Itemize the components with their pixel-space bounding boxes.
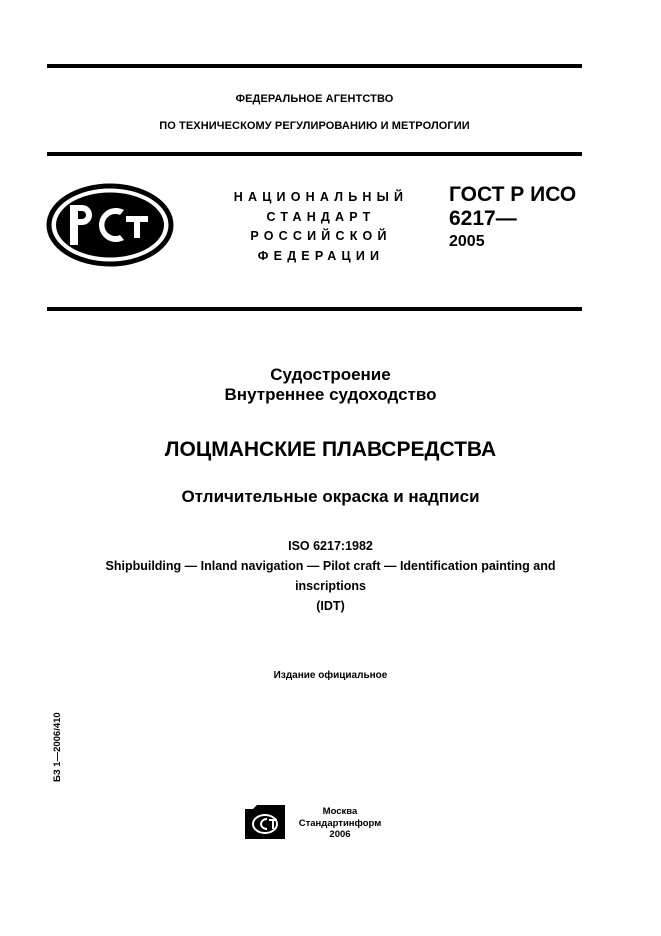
english-title-line-2: inscriptions bbox=[295, 579, 366, 593]
title-subcategory: Внутреннее судоходство bbox=[224, 385, 437, 404]
iso-reference: ISO 6217:1982 bbox=[288, 539, 373, 553]
standard-designation bbox=[449, 183, 576, 253]
national-standard-line-4: ФЕДЕРАЦИИ bbox=[257, 248, 385, 263]
designation-line-1: ГОСТ Р ИСО bbox=[449, 183, 577, 206]
edition-label: Издание официальное bbox=[273, 670, 388, 681]
bottom-rule bbox=[47, 307, 582, 311]
national-standard-label bbox=[226, 188, 416, 266]
middle-rule bbox=[47, 152, 582, 156]
designation-line-2: 6217— bbox=[449, 207, 517, 230]
designation-year: 2005 bbox=[449, 233, 485, 250]
national-standard-line-3: РОССИЙСКОЙ bbox=[250, 229, 392, 244]
equivalence-label: (IDT) bbox=[316, 599, 345, 613]
agency-line-1: ФЕДЕРАЛЬНОЕ АГЕНТСТВО bbox=[235, 93, 394, 105]
national-standard-line-1: НАЦИОНАЛЬНЫЙ bbox=[233, 190, 409, 204]
top-rule bbox=[47, 64, 582, 68]
document-subtitle: Отличительные окраска и надписи bbox=[181, 487, 480, 506]
national-standard-line-2: СТАНДАРТ bbox=[266, 209, 376, 224]
rst-emblem-icon bbox=[46, 183, 174, 267]
english-title-line-1: Shipbuilding — Inland navigation — Pilot craft — Identification painting and bbox=[105, 559, 556, 573]
agency-line-2: ПО ТЕХНИЧЕСКОМУ РЕГУЛИРОВАНИЮ И МЕТРОЛОГИИ bbox=[159, 120, 470, 132]
main-title: ЛОЦМАНСКИЕ ПЛАВСРЕДСТВА bbox=[164, 438, 497, 461]
publisher-city: Москва bbox=[322, 806, 358, 817]
publisher-name: Стандартинформ bbox=[298, 817, 382, 829]
standartinform-logo-icon bbox=[245, 805, 285, 839]
side-code: БЗ 1—2006/410 bbox=[52, 712, 63, 782]
publisher-year: 2006 bbox=[329, 829, 351, 840]
title-category: Судостроение bbox=[270, 365, 391, 384]
publisher-info bbox=[290, 806, 390, 841]
